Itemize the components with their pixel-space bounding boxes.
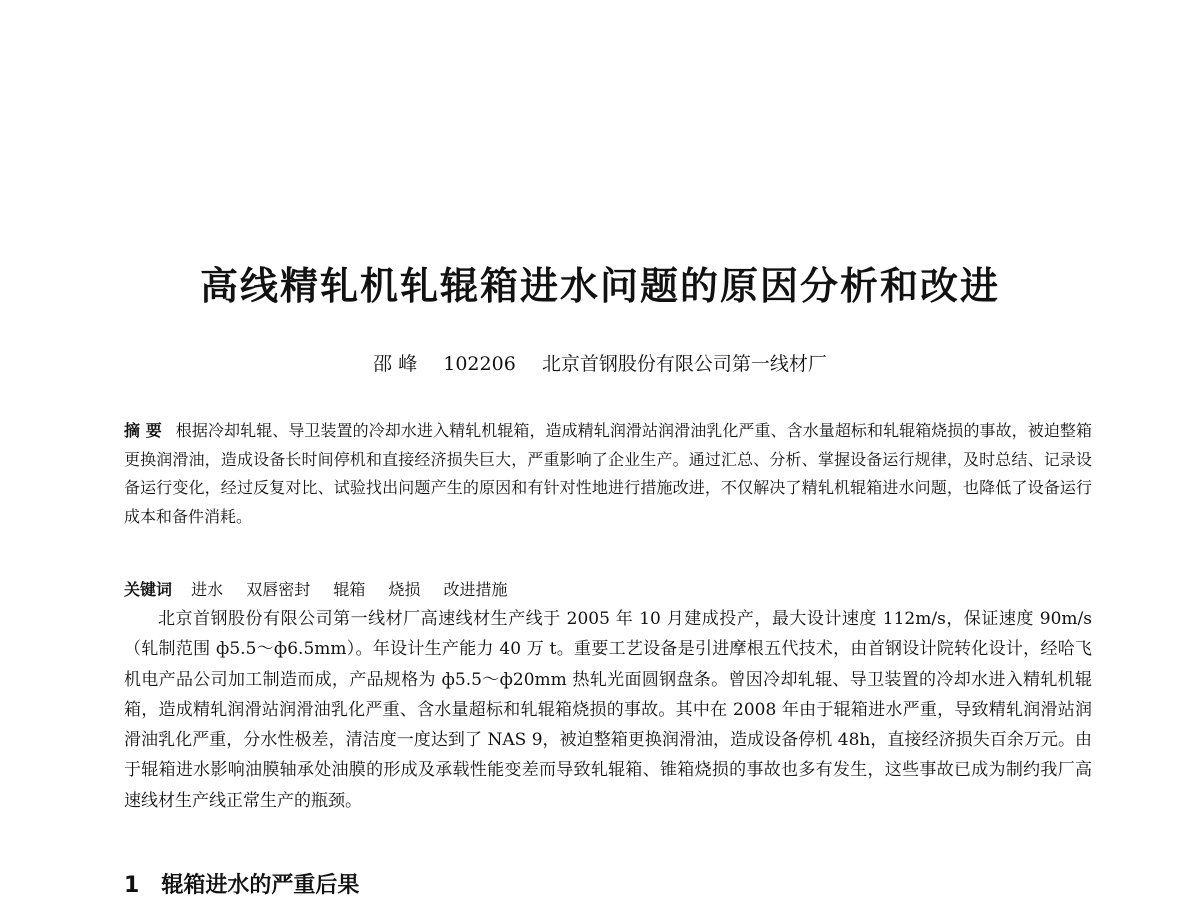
keywords-label: 关键词	[124, 580, 173, 599]
abstract	[124, 417, 1092, 531]
keyword: 改进措施	[443, 580, 508, 599]
author-postcode: 102206	[443, 353, 516, 375]
paper-title: 高线精轧机轧辊箱进水问题的原因分析和改进	[199, 264, 1000, 308]
section-heading	[124, 869, 724, 903]
author-affiliation: 北京首钢股份有限公司第一线材厂	[541, 353, 827, 375]
keyword: 烧损	[388, 580, 421, 599]
author-name: 邵 峰	[373, 353, 418, 375]
body-paragraph: 北京首钢股份有限公司第一线材厂高速线材生产线于 2005 年 10 月建成投产，最大设计速度 112m/s，保证速度 90m/s（轧制范围 ф5.5～ф6.5mm）。年设计生产能力 40 万 t。重要工艺设备是引进摩根五代技术，由首钢设计院转化设计，经哈飞机电产品公司加工制造而成，产品规格为 ф5.5～ф20mm 热轧光面圆钢盘条。曾因冷却轧辊、导卫装置的冷却水进入精轧机辊箱，造成精轧润滑站润滑油乳化严重、含水量超标和轧辊箱烧损的事故。其中在 2008 年由于辊箱进水严重，导致精轧润滑站润滑油乳化严重，分水性极差，清洁度一度达到了 NAS 9，被迫整箱更换润滑油，造成设备停机 48h，直接经济损失百余万元。由于辊箱进水影响油膜轴承处油膜的形成及承载性能变差而导致轧辊箱、锥箱烧损的事故也多有发生，这些事故已成为制约我厂高速线材生产线正常生产的瓶颈。	[124, 609, 1092, 811]
section-title: 辊箱进水的严重后果	[161, 873, 360, 898]
section-number: 1	[124, 873, 140, 898]
author-line	[120, 349, 1080, 379]
abstract-text: 根据冷却轧辊、导卫装置的冷却水进入精轧机辊箱，造成精轧润滑站润滑油乳化严重、含水量超标和轧辊箱烧损的事故，被迫整箱更换润滑油，造成设备长时间停机和直接经济损失巨大，严重影响了企业生产。通过汇总、分析、掌握设备运行规律，及时总结、记录设备运行变化，经过反复对比、试验找出问题产生的原因和有针对性地进行措施改进，不仅解决了精轧机辊箱进水问题，也降低了设备运行成本和备件消耗。	[124, 421, 1092, 526]
abstract-label: 摘 要	[124, 421, 162, 440]
keyword: 进水	[191, 580, 224, 599]
keyword: 辊箱	[333, 580, 366, 599]
keyword: 双唇密封	[246, 580, 311, 599]
keywords	[124, 576, 1092, 604]
